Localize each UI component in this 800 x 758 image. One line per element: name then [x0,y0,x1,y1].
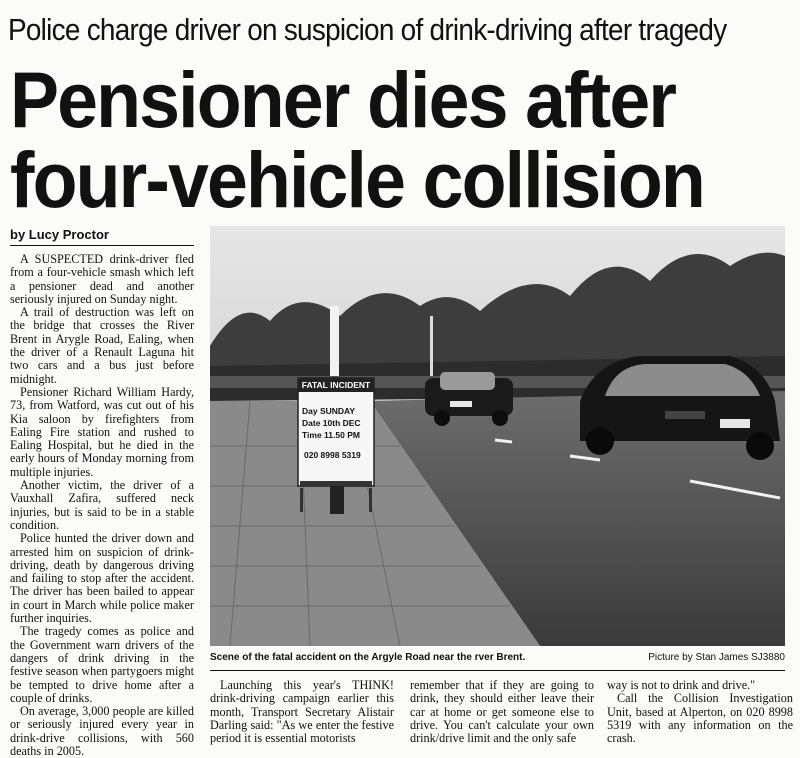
paragraph: Launching this year's THINK! drink-driving campaign earlier this month, Transport Secretary Alistair Darling said: "As we enter the festive period it is essential motorists [210,678,394,746]
paragraph: remember that if they are going to drink, they should either leave their car at home or get someone else to drive. You can't calculate your own drink/drive limit and the only safe [410,678,594,746]
article-column-2 [210,679,394,745]
paragraph: A trail of destruction was left on the bridge that crosses the River Brent in Arygle Road, Ealing, when the driver of a Renault Laguna hit two cars and a bus just before midnight. [10,305,194,386]
main-headline [10,55,800,224]
headline-line-1: Pensioner dies after [10,55,676,144]
article-column-1 [10,253,194,758]
paragraph: Pensioner Richard William Hardy, 73, from Watford, was cut out of his Kia saloon by firefighters from Ealing Fire station and rushed to Ealing Hospital, but he died in the early hours of Monday morning from multiple injuries. [10,384,194,479]
photo-caption [210,652,785,663]
sign-phone: 020 8998 5319 [304,450,361,460]
paragraph: On average, 3,000 people are killed or seriously injured every year in drink-drive collisions, with 560 deaths in 2005. [10,704,194,758]
paragraph: way is not to drink and drive." [607,678,756,692]
accident-scene-photo [210,226,785,646]
paragraph: A SUSPECTED drink-driver fled from a four-vehicle smash which left a pensioner dead and another seriously injured on Sunday night. [10,252,194,306]
sign-header: FATAL INCIDENT [301,380,371,390]
paragraph: Another victim, the driver of a Vauxhall Zafira, suffered neck injuries, but is said to be in a stable condition. [10,478,194,532]
paragraph: The tragedy comes as police and the Government warn drivers of the dangers of drink driving in the festive season when partygoers might be tempted to drive home after a couple of drinks. [10,624,194,705]
paragraph: Police hunted the driver down and arrested him on suspicion of drink-driving, death by dangerous driving and failing to stop after the accident. The driver has been bailed to appear in court in March while police maker further inquiries. [10,531,194,626]
byline: by Lucy Proctor [10,227,194,246]
paragraph: Call the Collision Investigation Unit, based at Alperton, on 020 8998 5319 with any information on the crash. [607,691,793,746]
headline-line-2: four-vehicle collision [10,135,704,224]
article-column-3 [410,679,594,745]
sign-day: Day SUNDAY [302,406,356,416]
article-column-4 [607,679,793,745]
sign-date: Date 10th DEC [302,418,361,428]
caption-rule [210,670,785,671]
kicker-headline: Police charge driver on suspicion of drink-driving after tragedy [8,12,727,47]
sign-time: Time 11.50 PM [302,430,360,440]
photo-credit: Picture by Stan James SJ3880 [648,652,785,663]
caption-text: Scene of the fatal accident on the Argyle Road near the rver Brent. [210,652,526,663]
